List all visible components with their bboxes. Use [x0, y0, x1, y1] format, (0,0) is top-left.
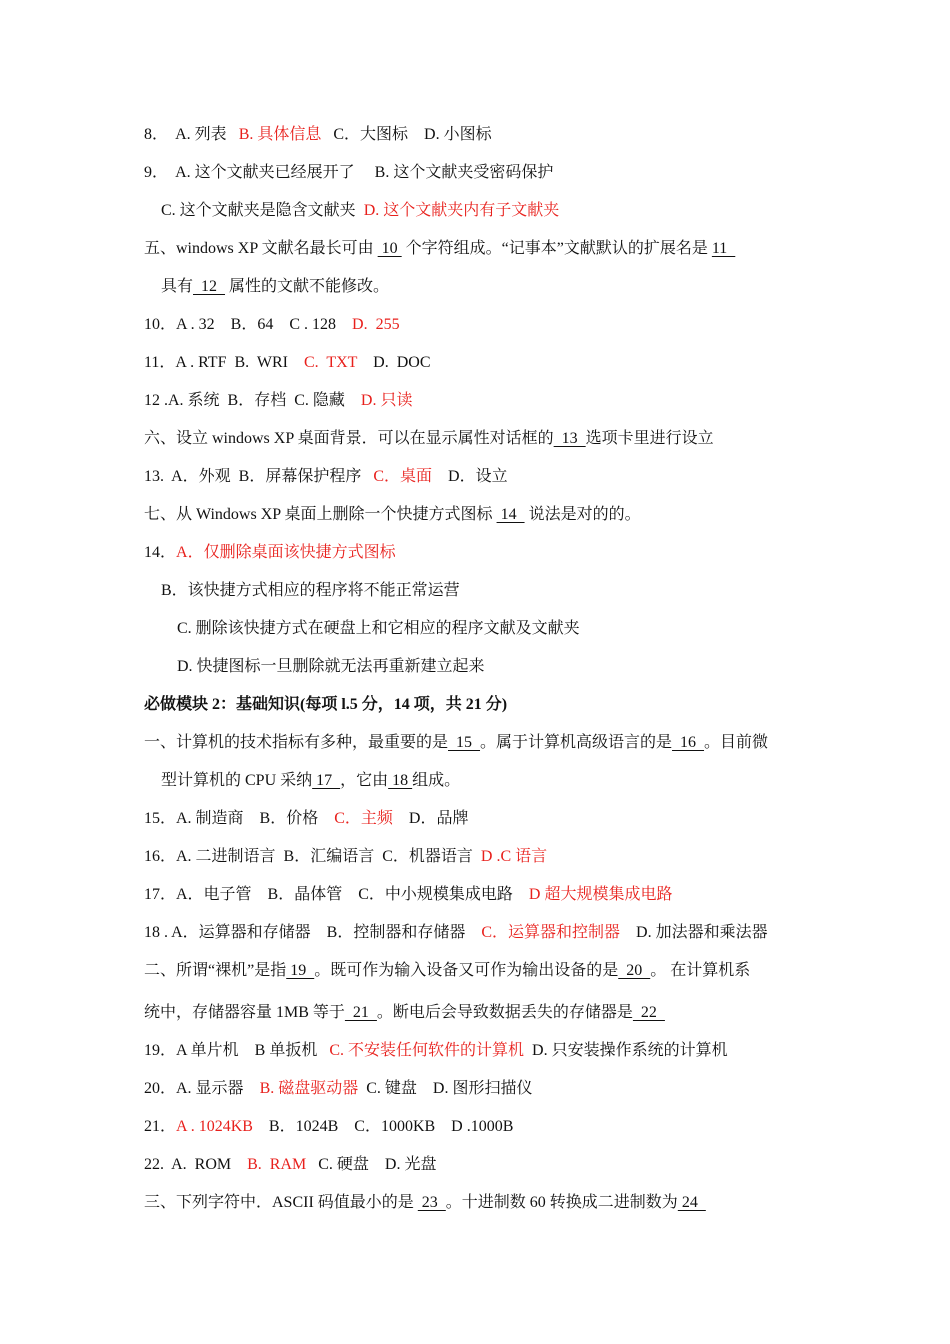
- answer-text: B. 具体信息: [230, 126, 322, 143]
- text-line: [144, 391, 412, 411]
- text-segment: C. 键盘 D. 图形扫描仪: [358, 1080, 533, 1097]
- text-line: [144, 1155, 436, 1175]
- text-segment: 16．A. 二进制语言 B．汇编语言 C．机器语言: [144, 848, 481, 865]
- text-line: [144, 353, 431, 373]
- text-segment: C. 删除该快捷方式在硬盘上和它相应的程序文献及文献夹: [177, 620, 580, 637]
- text-segment: 10．A . 32 B．64 C . 128: [144, 316, 353, 333]
- text-segment: 二、所谓“裸机”是指: [144, 962, 287, 979]
- text-segment: 。 在计算机系: [650, 962, 751, 979]
- text-line: [144, 429, 714, 449]
- text-segment: 14．: [144, 544, 177, 561]
- text-segment: 个字符组成。“记事本”文献默认的扩展名是: [401, 240, 712, 257]
- text-segment: 。断电后会导致数据丢失的存储器是: [376, 1004, 633, 1021]
- text-segment: 19．A 单片机 B 单扳机: [144, 1042, 330, 1059]
- text-line: [144, 1003, 665, 1023]
- text-segment: 。属于计算机高级语言的是: [480, 734, 673, 751]
- answer-text: C. TXT: [303, 354, 358, 371]
- answer-text: C．桌面: [373, 468, 433, 485]
- answer-text: D. 只读: [360, 392, 413, 409]
- text-segment: 。十进制数 60 转换成二进制数为: [445, 1194, 678, 1211]
- text-segment: 12 .A. 系统 B．存档 C. 隐藏: [144, 392, 361, 409]
- text-line: [144, 1079, 532, 1099]
- answer-text: D. 255: [352, 316, 400, 333]
- text-segment: 13. A．外观 B．屏幕保护程序: [144, 468, 374, 485]
- answer-text: C．主频: [334, 810, 393, 827]
- text-segment: 属性的文献不能修改。: [225, 278, 390, 295]
- answer-text: D. 这个文献夹内有子文献夹: [363, 202, 560, 219]
- text-segment: C．大图标 D. 小图标: [321, 126, 492, 143]
- text-line: [177, 619, 580, 639]
- blank-number: 22: [632, 1004, 665, 1021]
- text-line: [144, 923, 768, 943]
- text-line: [161, 201, 559, 221]
- text-segment: B．1024B C．1000KB D .1000B: [252, 1118, 514, 1135]
- text-segment: C. 这个文献夹是隐含文献夹: [161, 202, 364, 219]
- answer-text: D 超大规模集成电路: [528, 886, 673, 903]
- text-segment: 必做模块 2：基础知识(每项 l.5 分，14 项，共 21 分): [144, 696, 508, 713]
- blank-number: 20: [618, 962, 651, 979]
- text-line: [144, 125, 492, 145]
- text-segment: D. 快捷图标一旦删除就无法再重新建立起来: [177, 658, 485, 675]
- text-segment: 15．A. 制造商 B．价格: [144, 810, 335, 827]
- blank-number: 12: [193, 278, 226, 295]
- answer-text: C. 不安装任何软件的计算机: [329, 1042, 525, 1059]
- text-segment: D．设立: [432, 468, 508, 485]
- text-segment: 一、计算机的技术指标有多种，最重要的是: [144, 734, 449, 751]
- text-segment: 统中，存储器容量 1MB 等于: [144, 1004, 345, 1021]
- text-line: [144, 1041, 728, 1061]
- text-line: [144, 315, 400, 335]
- text-line: [144, 239, 735, 259]
- text-line: [144, 695, 507, 715]
- blank-number: 23: [417, 1194, 446, 1211]
- text-segment: 五、windows XP 文献名最长可由: [144, 240, 378, 257]
- text-segment: 三、下列字符中．ASCII 码值最小的是: [144, 1194, 418, 1211]
- text-segment: D. 加法器和乘法器: [620, 924, 768, 941]
- blank-number: 10: [377, 240, 402, 257]
- text-segment: 型计算机的 CPU 采纳: [161, 772, 313, 789]
- answer-text: D .C 语言: [480, 848, 548, 865]
- text-line: [161, 771, 460, 791]
- text-segment: D. DOC: [357, 354, 431, 371]
- text-line: [144, 163, 553, 183]
- blank-number: 15: [448, 734, 481, 751]
- text-line: [144, 1193, 706, 1213]
- text-line: [144, 733, 768, 753]
- blank-number: 17: [312, 772, 341, 789]
- answer-text: B. 磁盘驱动器: [259, 1080, 359, 1097]
- blank-number: 11: [711, 240, 736, 257]
- answer-text: A．仅删除桌面该快捷方式图标: [176, 544, 396, 561]
- text-segment: 七、从 Windows XP 桌面上删除一个快捷方式图标: [144, 506, 497, 523]
- text-segment: 9． A. 这个文献夹已经展开了 B. 这个文献夹受密码保护: [144, 164, 554, 181]
- answer-text: A . 1024KB: [176, 1118, 253, 1135]
- text-segment: 20．A. 显示器: [144, 1080, 260, 1097]
- text-segment: 说法是对的的。: [524, 506, 641, 523]
- text-segment: 具有: [161, 278, 194, 295]
- text-segment: 组成。: [412, 772, 461, 789]
- text-segment: 。目前微: [704, 734, 769, 751]
- text-segment: 。既可作为输入设备又可作为输出设备的是: [314, 962, 619, 979]
- answer-text: C．运算器和控制器: [481, 924, 621, 941]
- text-segment: D. 只安装操作系统的计算机: [524, 1042, 728, 1059]
- text-line: [144, 467, 508, 487]
- answer-text: B. RAM: [247, 1156, 307, 1173]
- text-segment: 18 . A．运算器和存储器 B．控制器和存储器: [144, 924, 482, 941]
- text-segment: D．品牌: [392, 810, 469, 827]
- text-line: [144, 543, 396, 563]
- blank-number: 18: [388, 772, 413, 789]
- blank-number: 21: [344, 1004, 377, 1021]
- text-line: [144, 961, 750, 981]
- text-line: [144, 505, 641, 525]
- blank-number: 24: [677, 1194, 706, 1211]
- text-line: [177, 657, 485, 677]
- text-segment: 选项卡里进行设立: [585, 430, 714, 447]
- text-segment: 六、设立 windows XP 桌面背景．可以在显示属性对话框的: [144, 430, 554, 447]
- blank-number: 19: [286, 962, 315, 979]
- text-segment: 8． A. 列表: [144, 126, 231, 143]
- text-segment: 17．A．电子管 B．晶体管 C．中小规模集成电路: [144, 886, 529, 903]
- text-line: [161, 277, 389, 297]
- text-line: [144, 809, 468, 829]
- text-line: [144, 885, 672, 905]
- text-segment: B．该快捷方式相应的程序将不能正常运营: [161, 582, 460, 599]
- blank-number: 13: [553, 430, 586, 447]
- blank-number: 16: [672, 734, 705, 751]
- text-line: [161, 581, 460, 601]
- text-line: [144, 1117, 513, 1137]
- text-segment: 11．A . RTF B. WRI: [144, 354, 304, 371]
- text-segment: C. 硬盘 D. 光盘: [306, 1156, 437, 1173]
- text-segment: 22. A. ROM: [144, 1156, 248, 1173]
- text-line: [144, 847, 547, 867]
- text-segment: ，它由: [340, 772, 389, 789]
- text-segment: 21．: [144, 1118, 177, 1135]
- blank-number: 14: [496, 506, 525, 523]
